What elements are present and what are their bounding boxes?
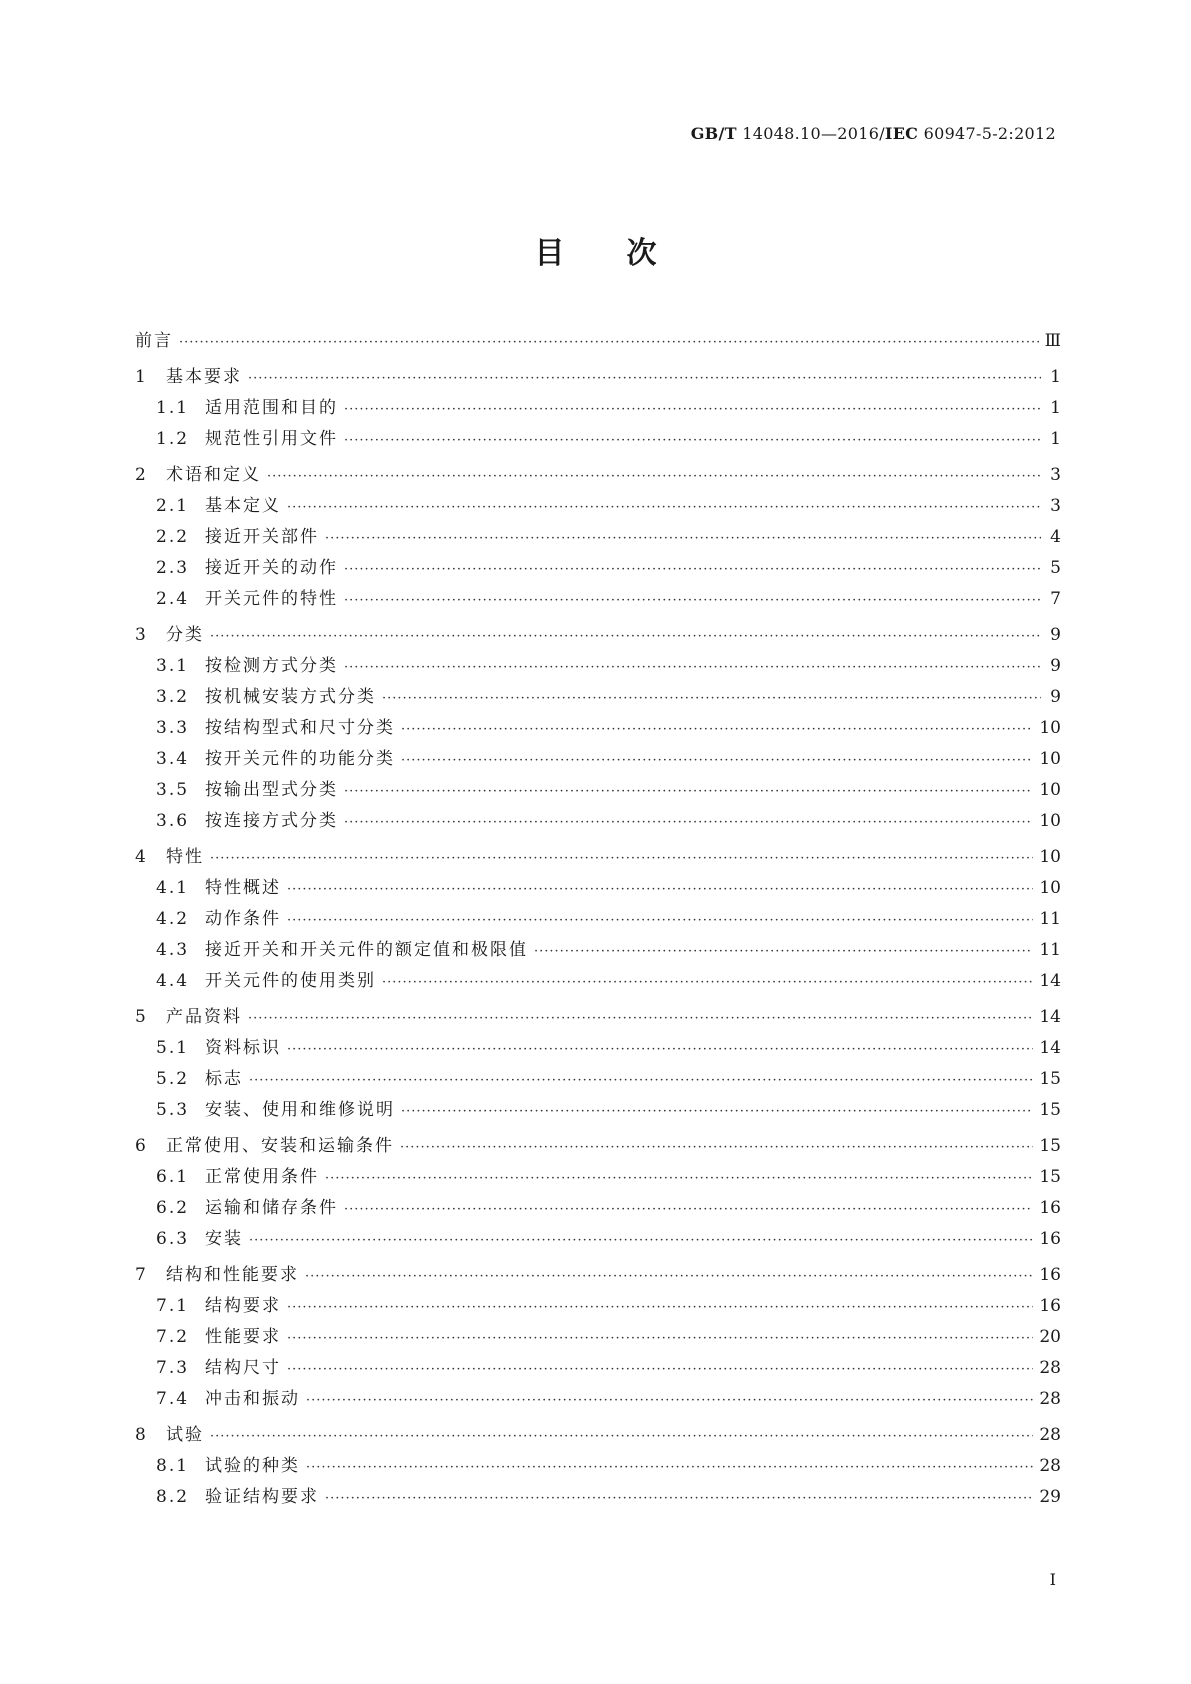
toc-entry[interactable] <box>135 842 1061 873</box>
toc-entry[interactable] <box>135 584 1061 615</box>
toc-entry[interactable] <box>135 1064 1061 1095</box>
toc-entry-title: 结构尺寸 <box>205 1358 281 1378</box>
toc-entry-number: 2.2 <box>156 527 190 547</box>
toc-entry-page: 16 <box>1039 1296 1061 1316</box>
toc-entry-title: 基本要求 <box>166 367 242 387</box>
dot-leader <box>305 1269 1033 1284</box>
toc-entry-page: 3 <box>1050 496 1061 516</box>
toc-entry[interactable] <box>135 1193 1061 1224</box>
toc-entry-title: 特性概述 <box>205 878 281 898</box>
dot-leader <box>306 1460 1033 1475</box>
toc-entry-number: 6.1 <box>156 1167 190 1187</box>
toc-entry-page: 11 <box>1039 940 1061 960</box>
toc-entry-title: 运输和储存条件 <box>205 1198 338 1218</box>
toc-entry-page: 28 <box>1039 1358 1061 1378</box>
toc-entry-page: 1 <box>1050 398 1061 418</box>
dot-leader <box>401 753 1033 768</box>
toc-entry-title: 资料标识 <box>205 1038 281 1058</box>
toc-entry[interactable] <box>135 1260 1061 1291</box>
toc-entry-title: 动作条件 <box>205 909 281 929</box>
toc-entry-title: 安装 <box>205 1229 243 1249</box>
toc-entry-title: 标志 <box>205 1069 243 1089</box>
table-of-contents <box>135 326 1061 1513</box>
toc-entry-number: 8 <box>135 1425 148 1445</box>
dot-leader <box>287 913 1033 928</box>
toc-entry-title: 按检测方式分类 <box>205 656 338 676</box>
toc-entry[interactable] <box>135 713 1061 744</box>
toc-entry-title: 产品资料 <box>166 1007 242 1027</box>
toc-entry-title: 验证结构要求 <box>205 1487 319 1507</box>
toc-entry-number: 2.4 <box>156 589 190 609</box>
toc-entry[interactable] <box>135 1224 1061 1255</box>
toc-entry-number: 4.4 <box>156 971 190 991</box>
std-code: 14048.10—2016/ <box>736 124 885 143</box>
toc-entry-page: 10 <box>1039 811 1061 831</box>
toc-entry-page: 5 <box>1050 558 1061 578</box>
toc-entry[interactable] <box>135 873 1061 904</box>
toc-entry-title: 开关元件的特性 <box>205 589 338 609</box>
toc-entry-number: 1.2 <box>156 429 190 449</box>
toc-entry-number: 5.1 <box>156 1038 190 1058</box>
dot-leader <box>344 1202 1033 1217</box>
std-prefix: GB/T <box>690 124 737 143</box>
toc-entry[interactable] <box>135 1322 1061 1353</box>
toc-entry-title: 结构要求 <box>205 1296 281 1316</box>
toc-entry[interactable] <box>135 966 1061 997</box>
toc-entry-page: 10 <box>1039 847 1061 867</box>
toc-entry-title: 特性 <box>166 847 204 867</box>
toc-entry-number: 7.2 <box>156 1327 190 1347</box>
dot-leader <box>249 1073 1033 1088</box>
toc-entry-page: 14 <box>1039 1007 1061 1027</box>
dot-leader <box>401 1104 1033 1119</box>
toc-entry-number: 6.3 <box>156 1229 190 1249</box>
toc-entry[interactable] <box>135 775 1061 806</box>
toc-entry[interactable] <box>135 393 1061 424</box>
toc-entry-title: 按机械安装方式分类 <box>205 687 376 707</box>
toc-entry[interactable] <box>135 1095 1061 1126</box>
toc-entry-page: 15 <box>1039 1167 1061 1187</box>
toc-entry-title: 试验的种类 <box>205 1456 300 1476</box>
toc-entry[interactable] <box>135 362 1061 393</box>
toc-entry-title: 前言 <box>135 331 173 351</box>
dot-leader <box>248 371 1041 386</box>
toc-entry-page: 20 <box>1039 1327 1061 1347</box>
toc-entry[interactable] <box>135 1482 1061 1513</box>
dot-leader <box>401 722 1033 737</box>
toc-entry-page: 28 <box>1039 1389 1061 1409</box>
toc-entry-page: 11 <box>1039 909 1061 929</box>
dot-leader <box>325 1171 1033 1186</box>
dot-leader <box>344 402 1041 417</box>
toc-entry-number: 7 <box>135 1265 148 1285</box>
dot-leader <box>344 784 1033 799</box>
toc-entry-number: 4.1 <box>156 878 190 898</box>
standard-number <box>691 124 1056 143</box>
toc-entry-page: 9 <box>1050 656 1061 676</box>
toc-entry-title: 性能要求 <box>205 1327 281 1347</box>
toc-entry-title: 结构和性能要求 <box>166 1265 299 1285</box>
toc-entry-title: 接近开关部件 <box>205 527 319 547</box>
toc-entry-number: 3.4 <box>156 749 190 769</box>
toc-entry-number: 1.1 <box>156 398 190 418</box>
toc-entry[interactable] <box>135 460 1061 491</box>
toc-entry-page: 10 <box>1039 878 1061 898</box>
toc-entry-page: 14 <box>1039 971 1061 991</box>
toc-entry-page: 28 <box>1039 1425 1061 1445</box>
toc-entry[interactable] <box>135 1131 1061 1162</box>
toc-entry-page: 1 <box>1050 367 1061 387</box>
toc-entry-number: 1 <box>135 367 148 387</box>
toc-entry-title: 分类 <box>166 625 204 645</box>
toc-entry[interactable] <box>135 806 1061 837</box>
toc-entry[interactable] <box>135 1033 1061 1064</box>
dot-leader <box>382 691 1041 706</box>
dot-leader <box>287 1362 1033 1377</box>
toc-entry-page: 16 <box>1039 1198 1061 1218</box>
toc-entry-number: 6.2 <box>156 1198 190 1218</box>
dot-leader <box>210 629 1041 644</box>
toc-title: 目次 <box>534 236 719 271</box>
dot-leader <box>287 500 1041 515</box>
toc-entry-page: 7 <box>1050 589 1061 609</box>
toc-entry-title: 正常使用、安装和运输条件 <box>166 1136 394 1156</box>
toc-entry-number: 2.1 <box>156 496 190 516</box>
dot-leader <box>287 1331 1033 1346</box>
toc-entry-number: 5 <box>135 1007 148 1027</box>
toc-entry[interactable] <box>135 326 1061 357</box>
toc-entry-title: 按输出型式分类 <box>205 780 338 800</box>
toc-entry-number: 6 <box>135 1136 148 1156</box>
toc-entry[interactable] <box>135 935 1061 966</box>
toc-entry-page: 10 <box>1039 780 1061 800</box>
dot-leader <box>325 531 1041 546</box>
toc-entry-number: 4 <box>135 847 148 867</box>
toc-entry-page: 1 <box>1050 429 1061 449</box>
toc-entry-page: 15 <box>1039 1069 1061 1089</box>
dot-leader <box>248 1011 1033 1026</box>
dot-leader <box>210 1429 1033 1444</box>
iec-code: 60947-5-2:2012 <box>918 124 1056 143</box>
dot-leader <box>344 660 1041 675</box>
dot-leader <box>179 335 1039 350</box>
toc-entry-title: 基本定义 <box>205 496 281 516</box>
toc-entry-number: 2.3 <box>156 558 190 578</box>
toc-entry[interactable] <box>135 1451 1061 1482</box>
toc-entry-title: 按结构型式和尺寸分类 <box>205 718 395 738</box>
toc-entry-page: 3 <box>1050 465 1061 485</box>
toc-entry[interactable] <box>135 491 1061 522</box>
toc-entry-title: 接近开关和开关元件的额定值和极限值 <box>205 940 528 960</box>
dot-leader <box>287 882 1033 897</box>
toc-entry-title: 按开关元件的功能分类 <box>205 749 395 769</box>
dot-leader <box>325 1491 1033 1506</box>
toc-entry-number: 4.2 <box>156 909 190 929</box>
dot-leader <box>400 1140 1033 1155</box>
toc-entry-number: 2 <box>135 465 148 485</box>
toc-entry-page: Ⅲ <box>1044 331 1061 351</box>
toc-entry-title: 开关元件的使用类别 <box>205 971 376 991</box>
toc-entry-number: 4.3 <box>156 940 190 960</box>
dot-leader <box>287 1300 1033 1315</box>
dot-leader <box>210 851 1033 866</box>
dot-leader <box>344 433 1041 448</box>
toc-entry-page: 28 <box>1039 1456 1061 1476</box>
toc-entry[interactable] <box>135 682 1061 713</box>
toc-entry[interactable] <box>135 744 1061 775</box>
toc-entry-title: 规范性引用文件 <box>205 429 338 449</box>
toc-entry-number: 7.1 <box>156 1296 190 1316</box>
toc-entry[interactable] <box>135 553 1061 584</box>
toc-entry-number: 8.2 <box>156 1487 190 1507</box>
toc-entry-page: 10 <box>1039 749 1061 769</box>
toc-entry[interactable] <box>135 904 1061 935</box>
dot-leader <box>267 469 1041 484</box>
iec-prefix: IEC <box>884 124 919 143</box>
toc-entry-number: 3 <box>135 625 148 645</box>
toc-entry-title: 试验 <box>166 1425 204 1445</box>
toc-entry-number: 5.2 <box>156 1069 190 1089</box>
toc-entry-page: 16 <box>1039 1229 1061 1249</box>
toc-entry-number: 8.1 <box>156 1456 190 1476</box>
dot-leader <box>306 1393 1033 1408</box>
toc-entry-title: 冲击和振动 <box>205 1389 300 1409</box>
toc-entry-title: 按连接方式分类 <box>205 811 338 831</box>
toc-entry[interactable] <box>135 1353 1061 1384</box>
dot-leader <box>344 593 1041 608</box>
toc-entry[interactable] <box>135 1384 1061 1415</box>
page-number: I <box>1049 1570 1056 1589</box>
toc-entry-number: 3.6 <box>156 811 190 831</box>
dot-leader <box>344 562 1041 577</box>
toc-entry[interactable] <box>135 1291 1061 1322</box>
toc-entry-number: 7.4 <box>156 1389 190 1409</box>
toc-entry[interactable] <box>135 1162 1061 1193</box>
toc-entry-title: 术语和定义 <box>166 465 261 485</box>
toc-entry[interactable] <box>135 1420 1061 1451</box>
toc-entry-number: 3.1 <box>156 656 190 676</box>
dot-leader <box>249 1233 1033 1248</box>
toc-entry[interactable] <box>135 651 1061 682</box>
dot-leader <box>344 815 1033 830</box>
toc-entry-title: 适用范围和目的 <box>205 398 338 418</box>
toc-entry-number: 3.5 <box>156 780 190 800</box>
toc-entry-page: 9 <box>1050 625 1061 645</box>
toc-entry-page: 29 <box>1039 1487 1061 1507</box>
toc-entry-title: 接近开关的动作 <box>205 558 338 578</box>
toc-entry-title: 安装、使用和维修说明 <box>205 1100 395 1120</box>
dot-leader <box>287 1042 1033 1057</box>
toc-entry-page: 10 <box>1039 718 1061 738</box>
dot-leader <box>534 944 1033 959</box>
toc-entry-number: 3.2 <box>156 687 190 707</box>
toc-entry-number: 7.3 <box>156 1358 190 1378</box>
toc-entry-page: 14 <box>1039 1038 1061 1058</box>
toc-entry-page: 16 <box>1039 1265 1061 1285</box>
toc-entry-page: 15 <box>1039 1136 1061 1156</box>
toc-entry-number: 5.3 <box>156 1100 190 1120</box>
toc-entry-number: 3.3 <box>156 718 190 738</box>
toc-entry-page: 9 <box>1050 687 1061 707</box>
toc-entry-page: 4 <box>1050 527 1061 547</box>
toc-entry[interactable] <box>135 424 1061 455</box>
toc-entry[interactable] <box>135 620 1061 651</box>
toc-entry[interactable] <box>135 1002 1061 1033</box>
dot-leader <box>382 975 1033 990</box>
toc-entry-title: 正常使用条件 <box>205 1167 319 1187</box>
toc-entry[interactable] <box>135 522 1061 553</box>
toc-entry-page: 15 <box>1039 1100 1061 1120</box>
